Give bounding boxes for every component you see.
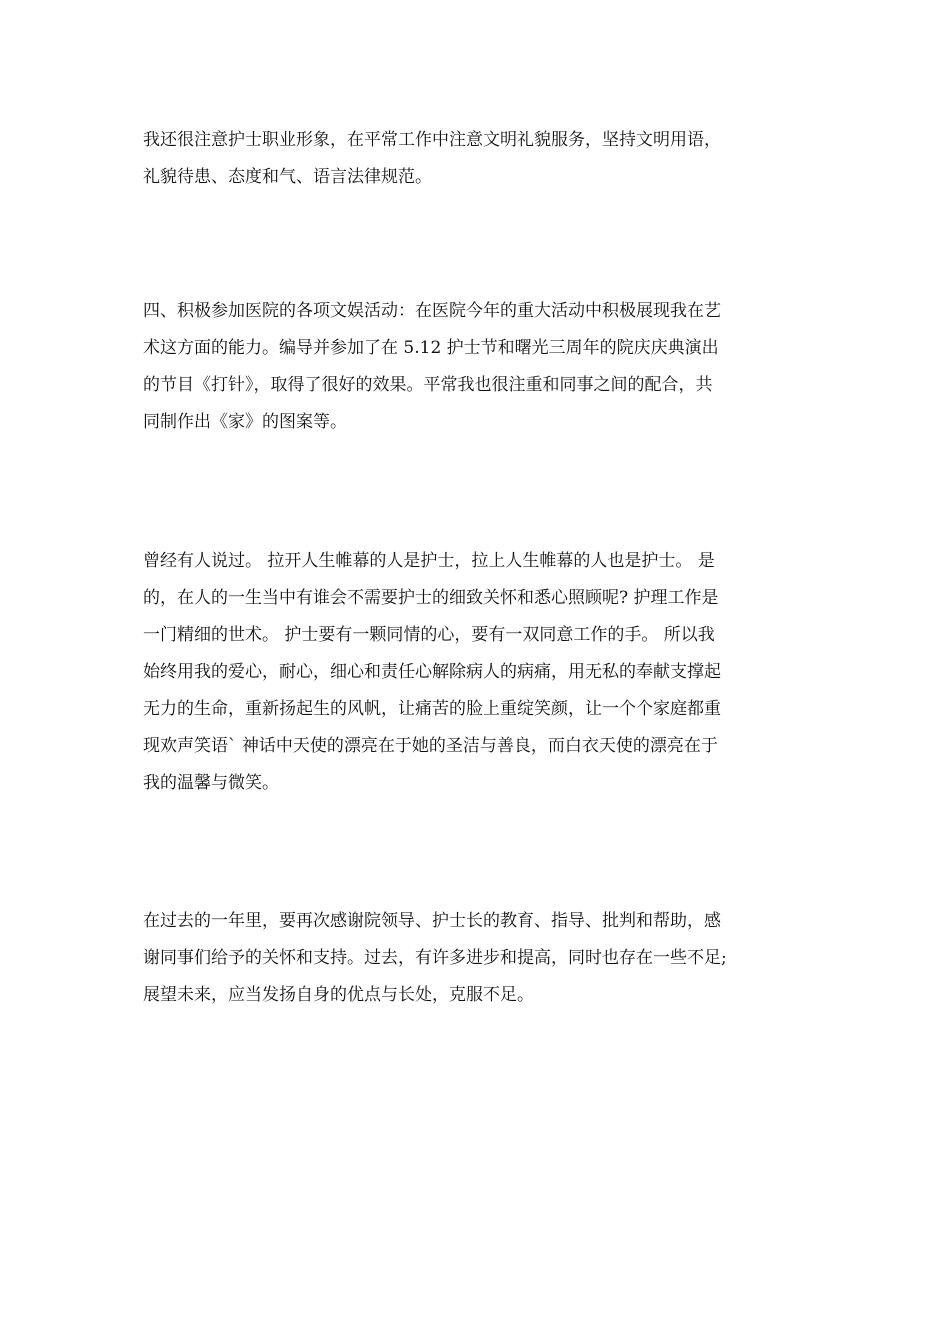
paragraph-cultural-activities	[143, 293, 807, 441]
paragraph-line: 的节目《打针》，取得了很好的效果。平常我也很注重和同事之间的配合，共	[143, 375, 713, 395]
paragraph-line: 我还很注意护士职业形象，在平常工作中注意文明礼貌服务，坚持文明用语，	[143, 130, 721, 150]
paragraph-line: 无力的生命，重新扬起生的风帆，让痛苦的脸上重绽笑颜，让一个个家庭都重	[143, 699, 721, 719]
paragraph-line: 曾经有人说过。 拉开人生帷幕的人是护士，拉上人生帷幕的人也是护士。 是	[143, 551, 715, 571]
paragraph-line: 同制作出《家》的图案等。	[143, 412, 347, 432]
paragraph-line: 我的温馨与微笑。	[143, 773, 279, 793]
paragraph-line: 现欢声笑语` 神话中天使的漂亮在于她的圣洁与善良，而白衣天使的漂亮在于	[143, 736, 718, 756]
paragraph-nurse-reflection	[143, 543, 807, 802]
paragraph-line: 展望未来，应当发扬自身的优点与长处，克服不足。	[143, 985, 534, 1005]
paragraph-line: 始终用我的爱心，耐心，细心和责任心解除病人的病痛，用无私的奉献支撑起	[143, 662, 721, 682]
paragraph-line: 四、积极参加医院的各项文娱活动：在医院今年的重大活动中积极展现我在艺	[143, 301, 721, 321]
paragraph-year-summary	[143, 903, 807, 1014]
paragraph-line: 谢同事们给予的关怀和支持。过去，有许多进步和提高，同时也存在一些不足;	[143, 948, 727, 968]
paragraph-line: 术这方面的能力。编导并参加了在 5.12 护士节和曙光三周年的院庆庆典演出	[143, 338, 719, 358]
paragraph-professional-image	[143, 122, 807, 196]
paragraph-line: 一门精细的世术。 护士要有一颗同情的心，要有一双同意工作的手。 所以我	[143, 625, 715, 645]
paragraph-line: 在过去的一年里，要再次感谢院领导、护士长的教育、指导、批判和帮助，感	[143, 911, 721, 931]
paragraph-line: 的，在人的一生当中有谁会不需要护士的细致关怀和悉心照顾呢? 护理工作是	[143, 588, 719, 608]
paragraph-line: 礼貌待患、态度和气、语言法律规范。	[143, 167, 432, 187]
